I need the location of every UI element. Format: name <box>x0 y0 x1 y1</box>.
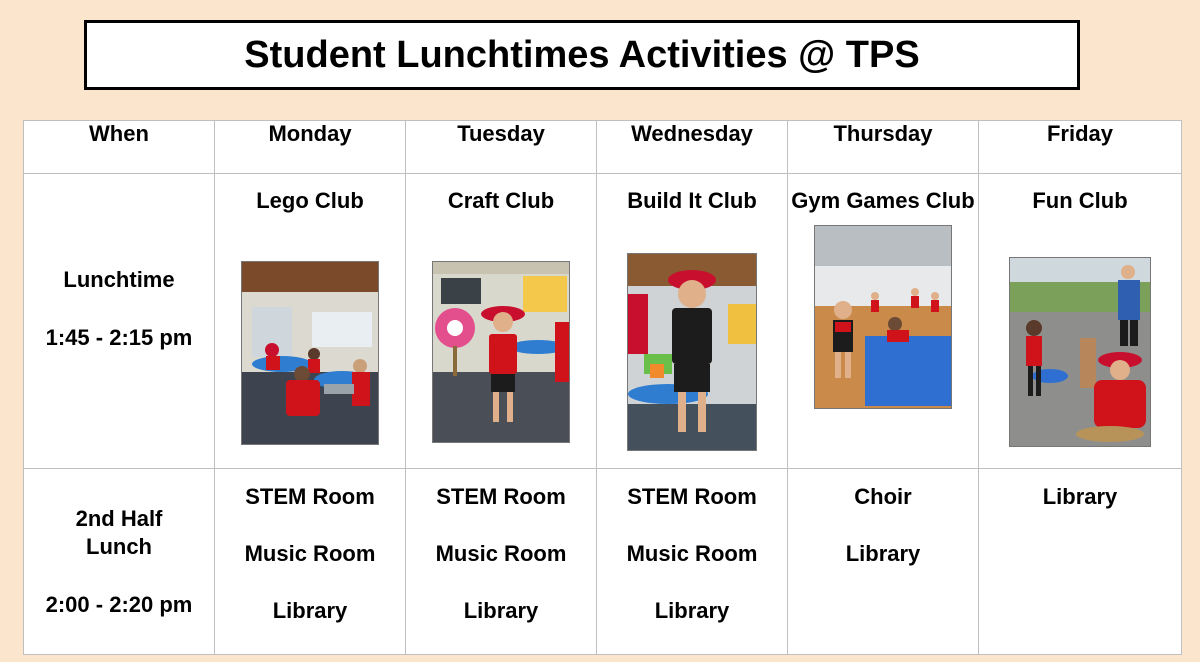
tuesday-second-cell <box>406 469 597 655</box>
page-title: Student Lunchtimes Activities @ TPS <box>244 33 920 76</box>
tuesday-music-room: Music Room <box>435 541 567 566</box>
header-when: When <box>24 121 215 174</box>
thursday-second-cell <box>788 469 979 655</box>
title-box <box>84 20 1080 90</box>
tuesday-library: Library <box>463 598 539 623</box>
activity-lego-club: Lego Club <box>256 188 364 213</box>
header-tuesday: Tuesday <box>406 121 597 174</box>
friday-second-cell <box>979 469 1182 655</box>
second-half-time: 2:00 - 2:20 pm <box>45 591 193 617</box>
lego-club-photo <box>241 261 379 445</box>
lunchtime-when-cell <box>24 174 215 469</box>
second-half-when-cell <box>24 469 215 655</box>
thursday-lunch-cell <box>788 174 979 469</box>
lunchtime-time: 1:45 - 2:15 pm <box>45 325 193 350</box>
monday-library: Library <box>272 598 348 623</box>
header-wednesday: Wednesday <box>597 121 788 174</box>
wednesday-stem-room: STEM Room <box>627 484 757 509</box>
tuesday-stem-room: STEM Room <box>436 484 566 509</box>
fun-club-photo <box>1009 257 1151 447</box>
lunchtime-row <box>24 174 1182 469</box>
schedule-table <box>23 120 1182 655</box>
second-half-row <box>24 469 1182 655</box>
build-it-club-photo <box>627 253 757 451</box>
wednesday-second-cell <box>597 469 788 655</box>
monday-music-room: Music Room <box>244 541 376 566</box>
thursday-choir: Choir <box>854 484 912 509</box>
activity-build-it-club: Build It Club <box>627 188 757 213</box>
header-monday: Monday <box>215 121 406 174</box>
gym-games-club-photo <box>814 225 952 409</box>
wednesday-library: Library <box>654 598 730 623</box>
activity-craft-club: Craft Club <box>447 188 555 213</box>
activity-gym-games-club: Gym Games Club <box>791 188 975 213</box>
friday-library: Library <box>1042 484 1118 509</box>
second-half-label: 2nd Half Lunch <box>75 505 163 559</box>
header-row <box>24 121 1182 174</box>
monday-second-cell <box>215 469 406 655</box>
wednesday-music-room: Music Room <box>626 541 758 566</box>
tuesday-lunch-cell <box>406 174 597 469</box>
lunchtime-label: Lunchtime <box>63 267 175 292</box>
monday-stem-room: STEM Room <box>245 484 375 509</box>
header-friday: Friday <box>979 121 1182 174</box>
thursday-library: Library <box>845 541 921 566</box>
monday-lunch-cell <box>215 174 406 469</box>
header-thursday: Thursday <box>788 121 979 174</box>
craft-club-photo <box>432 261 570 443</box>
friday-lunch-cell <box>979 174 1182 469</box>
activity-fun-club: Fun Club <box>1032 188 1128 213</box>
wednesday-lunch-cell <box>597 174 788 469</box>
